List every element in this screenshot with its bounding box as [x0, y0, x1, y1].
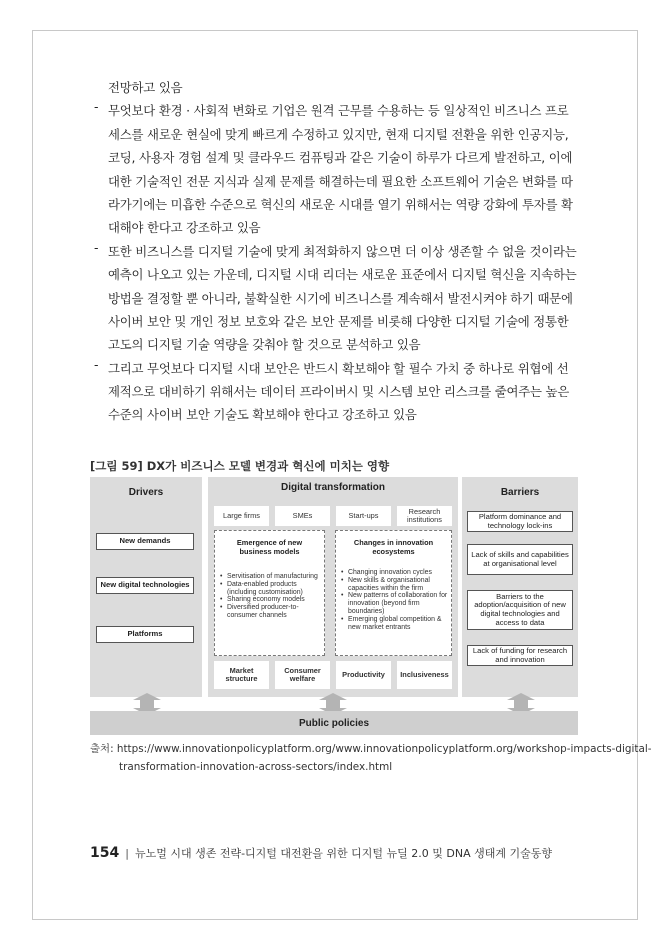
bullet-paragraph-1 — [90, 99, 590, 239]
outcome-label: Productivity — [336, 661, 391, 689]
business-models-panel — [214, 530, 325, 656]
list-item: • New skills & organisational capacities within the firm — [341, 577, 449, 593]
actor-label: SMEs — [275, 506, 330, 526]
outcome-label: Consumer welfare — [275, 661, 330, 689]
dash-bullet: - — [94, 99, 99, 115]
barrier-box: Platform dominance and technology lock-ins — [467, 511, 573, 532]
bullet-paragraph-2 — [90, 240, 590, 357]
text-line: 제적으로 대비하기 위해서는 데이터 프라이버시 및 시스템 보안 리스크를 줄여주는 높은 — [108, 384, 570, 400]
outcome-label: Inclusiveness — [397, 661, 452, 689]
list-item: • Emerging global competition & new market entrants — [341, 616, 449, 632]
page-number: 154 — [90, 845, 120, 861]
innovation-ecosystems-panel — [335, 530, 452, 656]
drivers-title: Drivers — [128, 487, 164, 498]
page-footer — [90, 845, 552, 861]
dash-bullet: - — [94, 239, 99, 255]
dash-bullet: - — [94, 356, 99, 372]
actor-label: Research institutions — [397, 506, 452, 526]
text-line: 예측이 나오고 있는 가운데, 디지털 시대 리더는 새로운 표준에서 디지털 혁신을 지속하는 — [108, 267, 577, 283]
text-line: 대해야 한다고 강조하고 있음 — [108, 220, 261, 236]
public-policies-bar: Public policies — [90, 711, 578, 735]
footer-title: 뉴노멀 시대 생존 전략-디지털 대전환을 위한 디지털 뉴딜 2.0 및 DNA 생태계 기술동향 — [134, 847, 553, 860]
digital-transformation-column — [208, 477, 458, 697]
text-line: 무엇보다 환경 · 사회적 변화로 기업은 원격 근무를 수용하는 등 일상적인 비즈니스 프로 — [108, 103, 569, 119]
figure-source — [90, 740, 652, 776]
bullet-paragraph-3 — [90, 357, 590, 427]
barriers-title: Barriers — [500, 487, 540, 498]
text-line: 그리고 무엇보다 디지털 시대 보안은 반드시 확보해야 할 필수 가치 중 하나로 위협에 선 — [108, 360, 569, 376]
list-item: • Servitisation of manufacturing — [220, 573, 322, 581]
driver-box: Platforms — [96, 626, 194, 643]
list-item: • Data-enabled products (including customisation) — [220, 581, 322, 597]
text-line: 라가기에는 미흡한 수준으로 혁신의 새로운 시대를 열기 위해서는 역량 강화에 투자를 확 — [108, 196, 573, 212]
text-line: 세스를 새로운 현실에 맞게 빠르게 수정하고 있지만, 현재 디지털 전환을 위한 인공지능, — [108, 126, 569, 142]
dx-diagram — [90, 477, 578, 735]
barriers-column — [462, 477, 578, 697]
text-line: 고도의 디지털 기술 역량을 갖춰야 할 것으로 분석하고 있음 — [108, 337, 421, 353]
business-models-title: Emergence of new business models — [236, 538, 303, 556]
list-item: • New patterns of collaboration for innovation (beyond firm boundaries) — [341, 592, 449, 615]
barrier-box: Lack of funding for research and innovation — [467, 645, 573, 666]
text-line: 대한 기술적인 전문 지식과 실제 문제를 해결하는데 필요한 소프트웨어 기술은 변화를 따 — [108, 173, 573, 189]
body-first-line: 전망하고 있음 — [108, 80, 183, 95]
innovation-ecosystems-title: Changes in innovation ecosystems — [353, 538, 434, 556]
outcome-label: Market structure — [214, 661, 269, 689]
barrier-box: Lack of skills and capabilities at organisational level — [467, 544, 573, 575]
footer-separator: | — [125, 847, 129, 860]
list-item: • Sharing economy models — [220, 596, 322, 604]
list-item: • Changing innovation cycles — [341, 569, 449, 577]
business-models-list — [220, 573, 322, 620]
innovation-ecosystems-list — [341, 569, 449, 631]
drivers-column — [90, 477, 202, 697]
text-line: 방법을 결정할 뿐 아니라, 불확실한 시기에 비즈니스를 계속해서 발전시켜야 하기 때문에 — [108, 290, 573, 306]
driver-box: New demands — [96, 533, 194, 550]
digital-transformation-title: Digital transformation — [281, 482, 385, 493]
source-line: transformation-innovation-across-sectors/index.html — [119, 761, 393, 773]
driver-box: New digital technologies — [96, 577, 194, 594]
source-line: 출처: https://www.innovationpolicyplatform.org/www.innovationpolicyplatform.org/workshop-impacts-digital- — [90, 743, 652, 755]
text-line: 사이버 보안 및 개인 정보 보호와 같은 보안 문제를 비롯해 다양한 디지털 기술에 정통한 — [108, 313, 569, 329]
actor-label: Large firms — [214, 506, 269, 526]
barrier-box: Barriers to the adoption/acquisition of new digital technologies and access to data — [467, 590, 573, 630]
list-item: • Diversified producer-to-consumer channels — [220, 604, 322, 620]
text-line: 수준의 사이버 보안 기술도 확보해야 한다고 강조하고 있음 — [108, 407, 417, 423]
actor-label: Start-ups — [336, 506, 391, 526]
text-line: 코딩, 사용자 경험 설계 및 클라우드 컴퓨팅과 같은 기술이 하루가 다르게 발전하고, 이에 — [108, 150, 573, 166]
figure-caption: [그림 59] DX가 비즈니스 모델 변경과 혁신에 미치는 영향 — [90, 459, 390, 473]
body-text — [90, 76, 590, 427]
text-line: 또한 비즈니스를 디지털 기술에 맞게 최적화하지 않으면 더 이상 생존할 수 없을 것이라는 — [108, 243, 577, 259]
